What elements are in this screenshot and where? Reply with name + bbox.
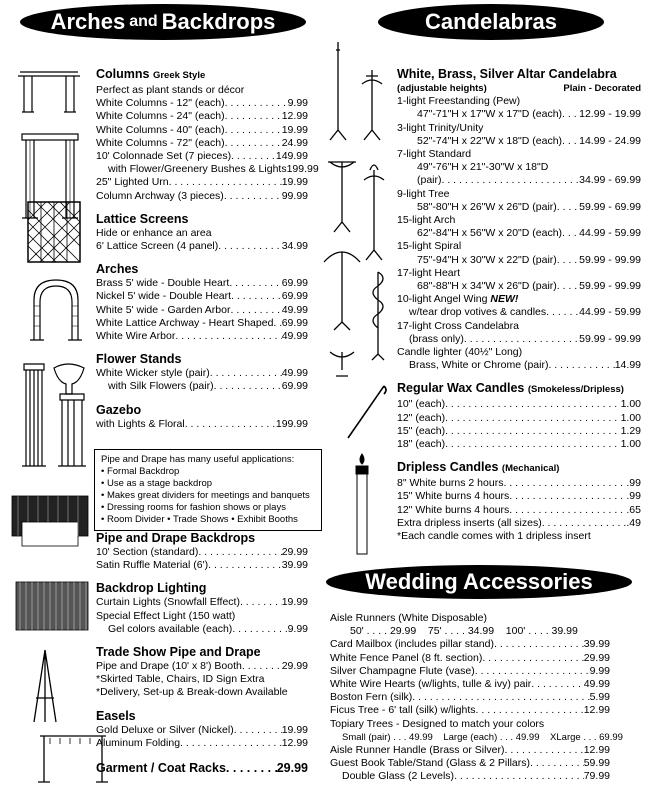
flower-stands-title: Flower Stands (96, 352, 182, 367)
price-row-name: Aluminum Folding (96, 736, 181, 749)
price-row-price: .99 (626, 490, 641, 503)
price-row-name: Gel colors available (each) (108, 622, 233, 635)
arches-backdrops-banner: Arches and Backdrops (20, 4, 306, 40)
price-row-name: Curtain Lights (Snowfall Effect) (96, 596, 240, 609)
price-row (96, 163, 319, 176)
price-row (96, 546, 308, 559)
price-row (96, 610, 308, 623)
note-line: • Makes great dividers for meetings and banquets (101, 490, 310, 501)
lattice-title: Lattice Screens (96, 211, 189, 226)
columns-items (96, 97, 319, 203)
trade-show-title: Trade Show Pipe and Drape (96, 645, 261, 660)
price-row-price: 69.99 (281, 277, 308, 290)
price-row-name: 15" White burns 4 hours (397, 490, 510, 503)
price-row-price: 19.99 (281, 176, 308, 189)
price-row-price: 12.99 (281, 736, 308, 749)
price-row (96, 240, 308, 253)
candelabra-label: 3-light Trinity/Unity (397, 121, 484, 134)
price-row (96, 176, 308, 189)
lattice-section (96, 211, 308, 253)
gazebo-items (96, 418, 308, 431)
cross-candelabra-item: 17-light Cross Candelabra (brass only) . . . 59.99 - 99.99 (397, 320, 641, 346)
price-row (96, 317, 308, 330)
price-row (330, 704, 610, 717)
price-row-name: 8" White burns 2 hours (397, 477, 504, 490)
price-row-price: 39.99 (583, 638, 610, 651)
wedding-items (330, 638, 610, 717)
price-row-name: with Lights & Floral (96, 417, 185, 430)
pipe-drape-section (96, 530, 308, 572)
columns-title: Columns (96, 67, 150, 81)
price-row-price: 24.99 (281, 136, 308, 149)
pipe-drape-booth-illustration (8, 492, 92, 552)
price-row-name: Column Archway (3 pieces) (96, 189, 224, 202)
price-row-price: 34.99 (281, 240, 308, 253)
altar-candelabra-sub: (adjustable heights) (397, 83, 487, 94)
price-row-price: 1.00 (620, 411, 641, 424)
price-row-price: 12.99 (583, 744, 610, 757)
arches-title: Arches (96, 262, 139, 277)
price-row (96, 190, 308, 203)
candelabra-illustration (322, 40, 396, 380)
price-row (397, 504, 641, 517)
price-row-price: 59.99 (583, 757, 610, 770)
price-row (96, 304, 308, 317)
candelabra-item (397, 95, 641, 121)
backdrop-lighting-section (96, 580, 308, 636)
price-row-name: 10' Section (standard) (96, 546, 199, 558)
price-row (330, 678, 610, 691)
flower-stands-section (96, 351, 308, 393)
candelabra-label: 1-light Freestanding (Pew) (397, 95, 521, 108)
easel-illustration (30, 648, 60, 724)
price-row-name: Extra dripless inserts (all sizes) (397, 516, 542, 529)
trade-show-items (96, 660, 308, 673)
price-row-name: Satin Ruffle Material (6') (96, 559, 209, 572)
price-row-price: 69.99 (281, 290, 308, 303)
price-row-name: White Fence Panel (8 ft. section) (330, 651, 483, 664)
price-row-name: White Columns - 40" (each) (96, 123, 225, 136)
angel-wing-item: 10-light Angel Wing NEW! w/tear drop votives & candles . . . 44.99 - 59.99 (397, 293, 641, 319)
price-row-name: Pipe and Drape (10' x 8') Booth (96, 660, 242, 673)
price-row-name: Gold Deluxe or Silver (Nickel) (96, 723, 234, 736)
price-row (330, 665, 610, 678)
topiary-title: Topiary Trees - Designed to match your colors (330, 717, 545, 730)
price-row-price: 149.99 (275, 150, 308, 163)
wedding-accessories-column (330, 612, 623, 784)
price-row-name: 12" White burns 4 hours (397, 503, 510, 516)
candelabra-price: 34.99 - 69.99 (579, 174, 641, 187)
candelabra-item (397, 122, 641, 148)
price-row (96, 330, 308, 343)
lattice-screen-illustration (26, 200, 82, 264)
note-line: • Room Divider • Trade Shows • Exhibit Booths (101, 514, 298, 525)
flower-stands-items (96, 367, 308, 393)
candelabra-size: (pair) (417, 174, 442, 187)
price-row-name: with Silk Flowers (pair) (108, 380, 214, 393)
price-row (330, 691, 610, 704)
price-row (96, 110, 308, 123)
note-line: • Use as a stage backdrop (101, 478, 213, 489)
price-row-name: 12" (each) (397, 411, 446, 424)
price-row-price: .65 (626, 503, 641, 516)
garment-racks-row (96, 760, 308, 776)
dripless-footnote: *Each candle comes with 1 dripless insert (397, 530, 591, 543)
price-row (96, 367, 308, 380)
candelabra-size: 49"-76"H x 21"-30"W x 18"D (417, 161, 549, 174)
price-row (96, 724, 308, 737)
price-row-price: 19.99 (281, 723, 308, 736)
altar-candelabra-items (397, 95, 641, 293)
note-line: • Formal Backdrop (101, 466, 180, 477)
candelabra-price: 59.99 - 99.99 (579, 253, 641, 266)
price-row-price: 99.99 (281, 189, 308, 202)
lattice-items (96, 240, 308, 253)
backdrop-lighting-title: Backdrop Lighting (96, 581, 207, 596)
price-row-price: 39.99 (281, 559, 308, 572)
price-row-name: 10' Colonnade Set (7 pieces) (96, 150, 232, 163)
price-row (96, 290, 308, 303)
price-row-name: Aisle Runner Handle (Brass or Silver) (330, 744, 505, 757)
lattice-desc: Hide or enhance an area (96, 226, 212, 239)
price-row-name: Ficus Tree - 6' tall (silk) w/lights (330, 704, 476, 717)
price-row-price: 49.99 (281, 330, 308, 343)
price-row-price: 49.99 (281, 303, 308, 316)
curtain-lights-illustration (12, 578, 92, 634)
garment-racks-price: 29.99 (276, 761, 308, 776)
price-row-name: 6' Lattice Screen (4 panel) (96, 240, 219, 253)
wax-candles-title: Regular Wax Candles (397, 381, 525, 396)
price-row (397, 477, 641, 490)
candelabra-price: 12.99 - 19.99 (579, 108, 641, 121)
price-row (96, 97, 308, 110)
wax-candles-items (397, 398, 641, 451)
candelabra-column (397, 66, 641, 551)
price-row-name: Double Glass (2 Levels) (342, 770, 455, 783)
candelabra-label: 7-light Standard (397, 148, 472, 161)
candelabra-item (397, 240, 641, 266)
candle-lighter-illustration (344, 382, 392, 442)
columns-desc: Perfect as plant stands or décor (96, 84, 245, 96)
gazebo-section (96, 402, 308, 431)
price-row-price: 199.99 (275, 417, 308, 430)
price-row (397, 412, 641, 425)
price-row-price: 12.99 (281, 110, 308, 123)
price-row-price: 29.99 (281, 546, 308, 558)
candle-lighter-item: Candle lighter (40½" Long) Brass, White or Chrome (pair) . . . 14.99 (397, 346, 641, 372)
columns-title-note: Greek Style (152, 70, 206, 81)
columns-section (96, 66, 319, 203)
wax-candles-note: (Smokeless/Dripless) (527, 384, 624, 396)
price-row-name: White Lattice Archway - Heart Shaped (96, 316, 274, 329)
candelabra-size: 47"-71"H x 17"W x 17"D (each) (417, 108, 563, 121)
price-row (96, 737, 308, 750)
candelabra-item (397, 188, 641, 214)
price-row-price: 29.99 (281, 660, 308, 673)
altar-candelabra-title: White, Brass, Silver Altar Candelabra (397, 67, 617, 81)
price-row-name: Special Effect Light (150 watt) (96, 609, 236, 622)
candelabra-size: 75"-94"H x 30"W x 22"D (pair) (417, 253, 557, 266)
price-row (397, 438, 641, 451)
wedding-items-2 (330, 744, 610, 784)
candelabra-label: 9-light Tree (397, 187, 450, 200)
pipe-drape-items (96, 546, 308, 572)
price-row (330, 770, 610, 783)
price-row (397, 425, 641, 438)
price-row-name: 15" (each) (397, 424, 446, 437)
candelabra-item (397, 214, 641, 240)
price-row (330, 757, 610, 770)
price-row-name: 18" (each) (397, 438, 446, 451)
flower-stands-illustration (18, 356, 90, 474)
price-row-price: 49.99 (583, 678, 610, 691)
price-row-name: 25" Lighted Urn (96, 176, 169, 189)
price-row (96, 277, 308, 290)
angel-wing-label: 10-light Angel Wing (397, 293, 488, 306)
left-column-lower (96, 530, 308, 776)
candelabra-size: 62"-84"H x 56"W x 20"D (each) (417, 227, 563, 240)
price-row-name: White Wire Arbor (96, 330, 176, 343)
candelabra-size: 58"-80"H x 26"W x 26"D (pair) (417, 200, 557, 213)
price-row (96, 418, 308, 431)
price-row-name: Brass 5' wide - Double Heart (96, 277, 230, 290)
price-row-price: 1.00 (620, 398, 641, 411)
easels-items (96, 724, 308, 750)
price-row-name: White Wicker style (pair) (96, 367, 210, 380)
price-row-name: Guest Book Table/Stand (Glass & 2 Pillars) (330, 757, 530, 770)
left-column (96, 66, 319, 439)
price-row-price: 12.99 (583, 704, 610, 717)
price-row-price: .49 (626, 516, 641, 529)
dripless-candles-items (397, 477, 641, 530)
dripless-candles-title: Dripless Candles (397, 460, 499, 475)
price-row-name: Boston Fern (silk) (330, 691, 413, 704)
aisle-runners-prices: 50' . . . . 29.99 75' . . . . 34.99 100' . . . . 39.99 (350, 625, 578, 638)
arches-items (96, 277, 308, 343)
price-row-price: 19.99 (281, 123, 308, 136)
candelabra-price: 44.99 - 59.99 (579, 227, 641, 240)
wedding-accessories-banner: Wedding Accessories (326, 565, 632, 599)
dripless-candles-note: (Mechanical) (501, 463, 560, 475)
garment-racks-name: Garment / Coat Racks (96, 761, 226, 776)
price-row (96, 596, 308, 609)
price-row (397, 490, 641, 503)
topiary-prices: Small (pair) . . . 49.99 Large (each) . . . 49.99 XLarge . . . 69.99 (342, 731, 623, 743)
arch-illustration (26, 276, 86, 342)
dripless-candle-illustration (350, 452, 374, 556)
easels-title: Easels (96, 708, 136, 723)
candelabra-label: 15-light Spiral (397, 240, 462, 253)
price-row (397, 517, 641, 530)
pipe-drape-note-box (94, 449, 322, 531)
price-row-price: 5.99 (589, 691, 610, 704)
pipe-drape-title: Pipe and Drape Backdrops (96, 531, 256, 545)
backdrop-lighting-items (96, 596, 308, 636)
price-row-name: Nickel 5' wide - Double Heart (96, 290, 232, 303)
price-row (96, 380, 308, 393)
new-badge: NEW! (490, 293, 519, 306)
trade-show-note: *Delivery, Set-up & Break-down Available (96, 686, 288, 699)
price-row-price: 29.99 (583, 651, 610, 664)
plain-decorated-label: Plain - Decorated (563, 83, 641, 94)
price-row-price: 79.99 (583, 770, 610, 783)
price-row-price: 9.99 (589, 664, 610, 677)
price-row-price: 69.99 (281, 380, 308, 393)
price-row-price: .99 (626, 477, 641, 490)
price-row-price: 1.29 (620, 424, 641, 437)
price-row (96, 660, 308, 673)
note-intro: Pipe and Drape has many useful applications: (101, 454, 295, 465)
price-row-name: Card Mailbox (includes pillar stand) (330, 638, 494, 651)
trade-show-note: *Skirted Table, Chairs, ID Sign Extra (96, 673, 265, 686)
price-row-name: White Columns - 12" (each) (96, 97, 225, 110)
candelabra-label: 17-light Heart (397, 266, 461, 279)
arches-section (96, 261, 308, 343)
price-row-name: 10" (each) (397, 398, 446, 411)
candelabra-item (397, 148, 641, 188)
note-line: • Dressing rooms for fashion shows or plays (101, 502, 286, 513)
candelabra-size: 52"-74"H x 22"W x 18"D (each) (417, 134, 563, 147)
candelabra-label: 15-light Arch (397, 214, 456, 227)
price-row (397, 398, 641, 411)
price-row-name: White 5' wide - Garden Arbor (96, 303, 231, 316)
candelabra-price: 59.99 - 69.99 (579, 200, 641, 213)
aisle-runners-title: Aisle Runners (White Disposable) (330, 612, 487, 624)
candelabra-price: 59.99 - 99.99 (579, 280, 641, 293)
candelabra-size: 68"-88"H x 34"W x 26"D (pair) (417, 280, 557, 293)
easels-section (96, 708, 308, 750)
price-row (96, 124, 308, 137)
price-row (96, 150, 308, 163)
price-row (96, 137, 308, 150)
price-row (96, 623, 308, 636)
price-row-name: White Columns - 24" (each) (96, 110, 225, 123)
price-row-name: White Columns - 72" (each) (96, 136, 225, 149)
price-row-price: 1.00 (620, 438, 641, 451)
price-row (330, 652, 610, 665)
price-row (330, 744, 610, 757)
price-row-price: 9.99 (287, 622, 308, 635)
price-row-price: 19.99 (281, 596, 308, 609)
candelabra-item (397, 267, 641, 293)
price-row-price: 69.99 (281, 316, 308, 329)
price-row-price: 49.99 (281, 367, 308, 380)
price-row (96, 559, 308, 572)
price-row-price: 199.99 (286, 163, 319, 176)
price-row-price: 9.99 (287, 97, 308, 110)
trade-show-section (96, 644, 308, 700)
price-row (330, 638, 610, 651)
gazebo-title: Gazebo (96, 402, 142, 417)
price-row-name: with Flower/Greenery Bushes & Lights (108, 163, 287, 176)
dripless-candles-section (397, 459, 641, 543)
candelabras-banner: Candelabras (378, 4, 604, 40)
wax-candles-section (397, 380, 641, 451)
price-row-name: White Wire Hearts (w/lights, tulle & ivy) pair (330, 678, 532, 691)
candelabra-price: 14.99 - 24.99 (579, 134, 641, 147)
price-row-name: Silver Champagne Flute (vase) (330, 664, 475, 677)
